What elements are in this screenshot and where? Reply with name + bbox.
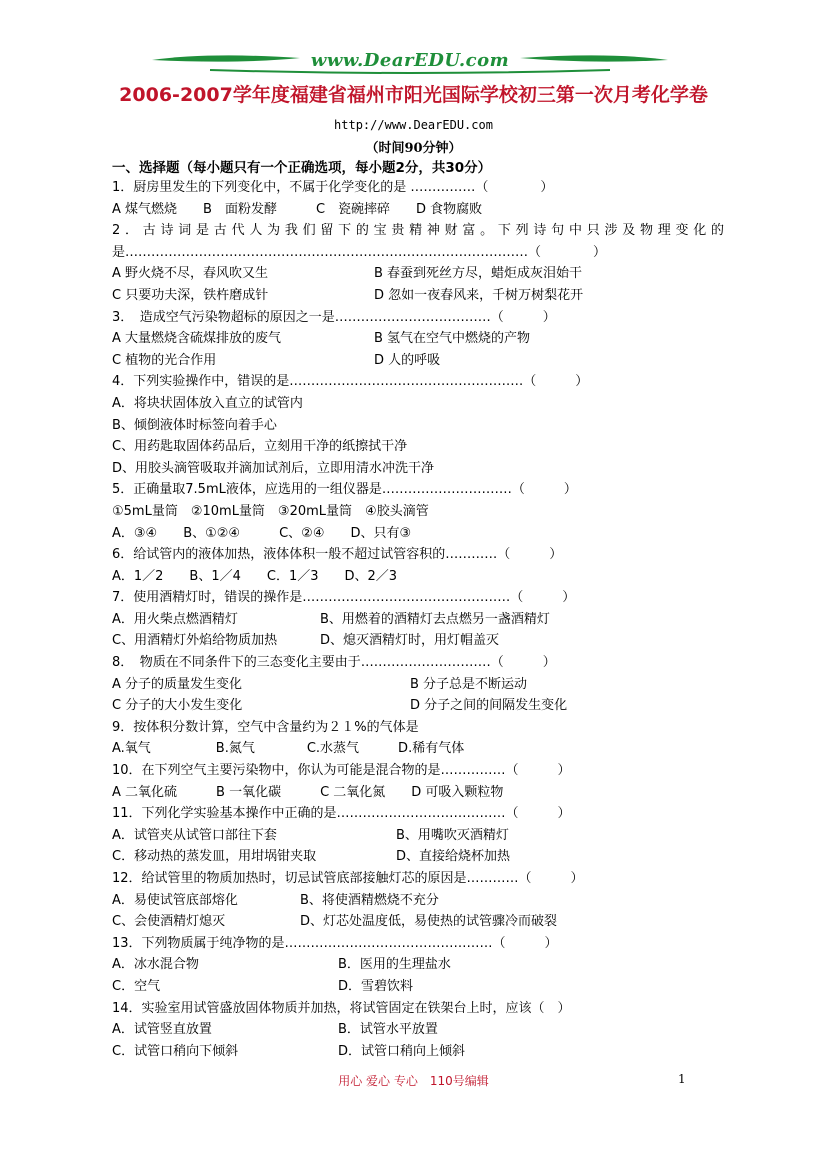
option-row <box>112 976 724 998</box>
option-left: C．移动热的蒸发皿，用坩埚钳夹取 <box>112 849 317 865</box>
question-line: 1．厨房里发生的下列变化中，不属于化学变化的是 ……………（ ） <box>112 180 554 195</box>
option-left: A 野火烧不尽，春风吹又生 <box>112 266 269 282</box>
option-right: B 春蚕到死丝方尽，蜡炬成灰泪始干 <box>374 266 583 282</box>
site-name[interactable]: www.DearEDU.com <box>310 50 510 71</box>
option-left: A．试管夹从试管口部往下套 <box>112 827 277 843</box>
option-row <box>112 825 724 847</box>
question-line: 3． 造成空气污染物超标的原因之一是………………………………（ ） <box>112 309 556 325</box>
option-left: C、会使酒精灯熄灭 <box>112 914 226 930</box>
option-row <box>112 695 724 717</box>
option-right: D、熄灭酒精灯时，用灯帽盖灭 <box>320 633 500 649</box>
option-row <box>112 328 724 350</box>
option-right: B、将使酒精燃烧不充分 <box>300 892 439 908</box>
site-banner <box>150 46 670 82</box>
question-line: 7．使用酒精灯时，错误的操作是…………………………………………（ ） <box>112 590 576 606</box>
option-row <box>112 954 724 976</box>
option-right: D 分子之间的间隔发生变化 <box>410 698 568 714</box>
option-left: A．冰水混合物 <box>112 957 199 973</box>
option-right: D、灯芯处温度低，易使热的试管骤冷而破裂 <box>300 914 558 930</box>
question-line: A．1／2 B、1／4 C．1／3 D、2／3 <box>112 568 398 584</box>
question-line: A．将块状固体放入直立的试管内 <box>112 395 303 411</box>
question-line: 14．实验室用试管盛放固体物质并加热，将试管固定在铁架台上时，应该（ ） <box>112 1000 571 1016</box>
question-line: 2．古诗词是古代人为我们留下的宝贵精神财富。下列诗句中只涉及物理变化的 <box>112 223 724 239</box>
option-left: C 分子的大小发生变化 <box>112 698 243 714</box>
question-list <box>112 177 724 1062</box>
site-url[interactable]: http://www.DearEDU.com <box>334 118 493 132</box>
option-left: C．试管口稍向下倾斜 <box>112 1043 239 1059</box>
option-left: A 大量燃烧含硫煤排放的废气 <box>112 331 282 347</box>
option-left: A．试管竖直放置 <box>112 1022 212 1038</box>
question-line: A.氧气 B.氮气 C.水蒸气 D.稀有气体 <box>112 741 465 757</box>
option-row <box>112 911 724 933</box>
option-row <box>112 846 724 868</box>
question-line: 4．下列实验操作中，错误的是………………………………………………（ ） <box>112 374 589 390</box>
question-line: C、用药匙取固体药品后，立刻用干净的纸擦拭干净 <box>112 439 408 455</box>
question-line: 12．给试管里的物质加热时，切忌试管底部接触灯芯的原因是…………（ ） <box>112 871 584 886</box>
option-right: B．医用的生理盐水 <box>338 957 451 973</box>
option-right: B、用燃着的酒精灯去点燃另一盏酒精灯 <box>320 611 550 627</box>
option-left: C、用酒精灯外焰给物质加热 <box>112 633 278 649</box>
option-left: A．用火柴点燃酒精灯 <box>112 611 238 627</box>
option-row <box>112 674 724 696</box>
footer-text: 用心 爱心 专心 110号编辑 <box>338 1074 489 1088</box>
question-line: A 二氧化硫 B 一氧化碳 C 二氧化氮 D 可吸入颗粒物 <box>112 784 504 800</box>
option-row <box>112 285 724 307</box>
question-line: 5．正确量取7.5mL液体，应选用的一组仪器是…………………………（ ） <box>112 482 577 498</box>
option-row <box>112 1019 724 1041</box>
section-heading: 一、选择题（每小题只有一个正确选项，每小题2分，共30分） <box>112 160 492 176</box>
question-line: 是…………………………………………………………………………………（ ） <box>112 244 607 260</box>
option-left: C．空气 <box>112 978 161 994</box>
option-right: B、用嘴吹灭酒精灯 <box>396 827 509 843</box>
option-right: B．试管水平放置 <box>338 1022 438 1038</box>
option-right: D．试管口稍向上倾斜 <box>338 1043 466 1059</box>
question-line: A．③④ B、①②④ C、②④ D、只有③ <box>112 525 412 541</box>
question-line: 13．下列物质属于纯净物的是…………………………………………（ ） <box>112 935 558 951</box>
question-line: 10．在下列空气主要污染物中，你认为可能是混合物的是……………（ ） <box>112 763 571 779</box>
question-line: 6．给试管内的液体加热，液体体积一般不超过试管容积的…………（ ） <box>112 547 563 563</box>
option-right: D 人的呼吸 <box>374 352 441 368</box>
option-row <box>112 609 724 631</box>
question-line: A 煤气燃烧 B 面粉发酵 C 瓷碗摔碎 D 食物腐败 <box>112 201 483 217</box>
option-left: C 只要功夫深，铁杵磨成针 <box>112 287 269 303</box>
option-left: A．易使试管底部熔化 <box>112 892 238 908</box>
exam-time: （时间90分钟） <box>365 141 462 156</box>
option-row <box>112 263 724 285</box>
option-right: D、直接给烧杯加热 <box>396 849 511 865</box>
question-line: ①5mL量筒 ②10mL量筒 ③20mL量筒 ④胶头滴管 <box>112 503 429 519</box>
question-line: 9．按体积分数计算，空气中含量约为２１%的气体是 <box>112 719 419 735</box>
option-row <box>112 350 724 372</box>
option-row <box>112 630 724 652</box>
question-line: D、用胶头滴管吸取并滴加试剂后，立即用清水冲洗干净 <box>112 460 435 476</box>
option-right: D 忽如一夜春风来，千树万树梨花开 <box>374 287 584 303</box>
option-right: D．雪碧饮料 <box>338 978 414 994</box>
option-right: B 分子总是不断运动 <box>410 676 528 692</box>
page-title: 2006-2007学年度福建省福州市阳光国际学校初三第一次月考化学卷 <box>119 84 708 106</box>
option-row <box>112 890 724 912</box>
question-line: B、倾倒液体时标签向着手心 <box>112 417 277 433</box>
option-left: A 分子的质量发生变化 <box>112 676 243 692</box>
option-row <box>112 1041 724 1063</box>
question-line: 11．下列化学实验基本操作中正确的是…………………………………（ ） <box>112 806 571 822</box>
page-number: 1 <box>678 1072 686 1086</box>
option-left: C 植物的光合作用 <box>112 352 217 368</box>
option-right: B 氢气在空气中燃烧的产物 <box>374 331 531 347</box>
question-line: 8． 物质在不同条件下的三态变化主要由于…………………………（ ） <box>112 655 556 671</box>
